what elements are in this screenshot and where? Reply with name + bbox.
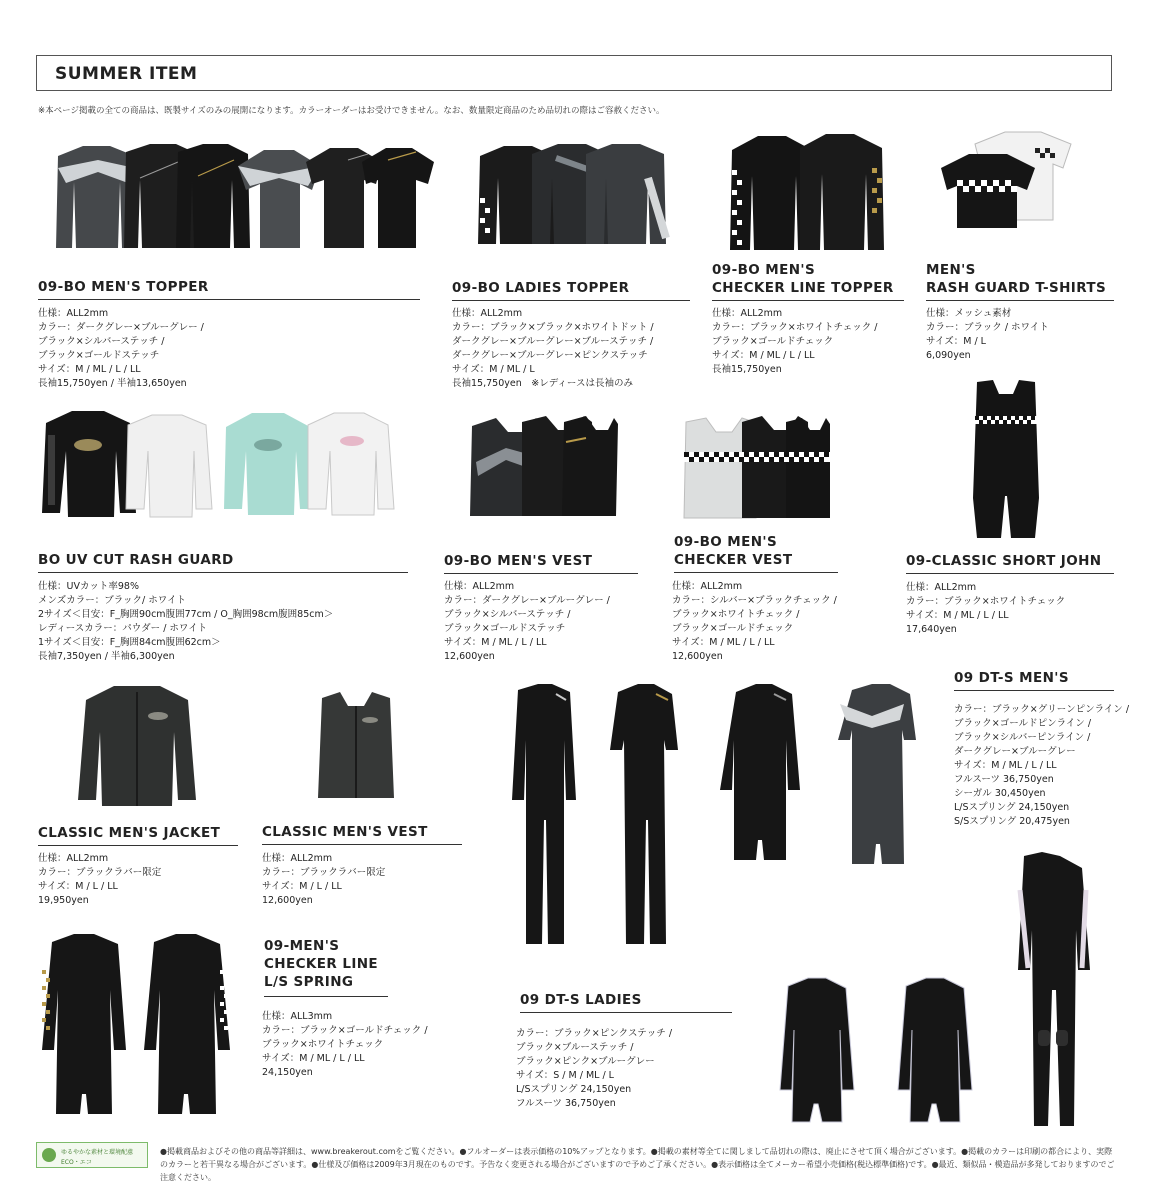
product-spec: 仕様：メッシュ素材 カラー：ブラック / ホワイト サイズ：M / L 6,090yen — [926, 308, 1049, 361]
product-spec: 仕様：ALL2mm カラー：ブラックラバー限定 サイズ：M / L / LL 12,600yen — [262, 853, 386, 906]
product-spec: 仕様：ALL3mm カラー：ブラック×ゴールドチェック / ブラック×ホワイトチェック サイズ：M / ML / L / LL 24,150yen — [262, 1011, 428, 1078]
product-title: 09 DT-S LADIES — [520, 991, 732, 1013]
title-underline — [264, 996, 388, 997]
checker-band — [684, 452, 830, 462]
product-spec: 仕様：ALL2mm カラー：ダークグレー×ブルーグレー / ブラック×シルバーステッチ / ブラック×ゴールドステッチ サイズ：M / ML / L / LL 長袖15,750yen / 半袖13,650yen — [38, 308, 204, 389]
footer-note: ●掲載商品およびその他の商品等詳細は、www.breakerout.comをご覧ください。●フルオーダーは表示価格の10%アップとなります。●掲載の素材等全てに関しまして品切れの際は、廃止にさせて頂く場合がございます。●掲載のカラーは印刷の都合により、実際のカラーと若干異なる場合がございます。●仕様及び価格は2009年3月現在のものです。予告なく変更される場合がございますので予めご了承ください。●表示価格は全てメーカー希望小売価格(税込標準価格)です。●最近、類似品・模造品が多発しておりますのでご注意ください。 — [160, 1147, 1115, 1182]
product-spec: カラー：ブラック×グリーンピンライン / ブラック×ゴールドピンライン / ブラック×シルバーピンライン / ダークグレー×ブルーグレー サイズ：M / ML / L / LL フルスーツ 36,750yen シーガル 30,450yen L/Sスプリング 24,150yen S/Sスプリング 20,475yen — [954, 704, 1130, 827]
product-title: CLASSIC MEN'S JACKET — [38, 824, 238, 846]
product-spec: 仕様：ALL2mm カラー：シルバー×ブラックチェック / ブラック×ホワイトチェック / ブラック×ゴールドチェック サイズ：M / ML / L / LL 12,600yen — [672, 581, 837, 662]
checker-line-topper-image — [722, 130, 892, 255]
product-spec: 仕様：ALL2mm カラー：ダークグレー×ブルーグレー / ブラック×シルバーステッチ / ブラック×ゴールドステッチ サイズ：M / ML / L / LL 12,600yen — [444, 581, 610, 662]
product-title: 09-BO MEN'S CHECKER VEST — [674, 533, 838, 573]
eco-logo: ゆるやかな素材と環境配慮 ECO・エコ — [36, 1142, 148, 1168]
product-title: BO UV CUT RASH GUARD — [38, 551, 408, 573]
product-spec: 仕様：ALL2mm カラー：ブラック×ホワイトチェック サイズ：M / ML / L / LL 17,640yen — [906, 582, 1066, 635]
product-spec: カラー：ブラック×ピンクステッチ / ブラック×ブルーステッチ / ブラック×ピンク×ブルーグレー サイズ：S / M / ML / L L/Sスプリング 24,150yen フルスーツ 36,750yen — [516, 1028, 673, 1109]
dts-ladies-image — [770, 850, 1110, 1130]
product-title: MEN'S RASH GUARD T-SHIRTS — [926, 261, 1114, 301]
section-header — [36, 55, 1112, 91]
product-title: 09-CLASSIC SHORT JOHN — [906, 552, 1114, 574]
product-spec: 仕様：ALL2mm カラー：ブラックラバー限定 サイズ：M / L / LL 19,950yen — [38, 853, 162, 906]
leaf-icon — [42, 1148, 56, 1162]
uv-rash-guard-image — [38, 405, 408, 525]
section-title: SUMMER ITEM — [55, 64, 198, 84]
checker-vest-image — [682, 414, 832, 524]
product-spec: 仕様：ALL2mm カラー：ブラック×ブラック×ホワイトドット / ダークグレー×ブルーグレー×ブルーステッチ / ダークグレー×ブルーグレー×ピンクステッチ サイズ：M / ML / L 長袖15,750yen ※レディースは長袖のみ — [452, 308, 654, 389]
product-title: 09-BO MEN'S TOPPER — [38, 278, 420, 300]
classic-jacket-image — [72, 682, 202, 810]
product-title: 09-MEN'S CHECKER LINE L/S SPRING — [264, 938, 379, 990]
product-title: 09-BO MEN'S VEST — [444, 552, 638, 574]
ladies-topper-image — [470, 138, 675, 250]
product-title: CLASSIC MEN'S VEST — [262, 823, 462, 845]
product-title: 09 DT-S MEN'S — [954, 669, 1114, 691]
notice-text: ※本ページ掲載の全ての商品は、既製サイズのみの展開になります。カラーオーダーはお受けできません。なお、数量限定商品のため品切れの際はご容赦ください。 — [38, 106, 665, 116]
rash-guard-tshirts-image — [935, 128, 1105, 228]
short-john-image — [965, 378, 1047, 543]
product-spec: 仕様：UVカット率98% メンズカラー：ブラック/ ホワイト 2サイズ＜目安：F_胸囲90cm腹囲77cm / O_胸囲98cm腹囲85cm＞ レディースカラー：パウダー / ホワイト 1サイズ＜目安：F_胸囲84cm腹囲62cm＞ 長袖7,350yen / 半袖6,300yen — [38, 581, 334, 662]
product-title: 09-BO LADIES TOPPER — [452, 279, 690, 301]
product-title: 09-BO MEN'S CHECKER LINE TOPPER — [712, 261, 904, 301]
classic-vest-image — [316, 690, 396, 802]
mens-topper-image — [38, 138, 438, 256]
mens-vest-image — [466, 412, 621, 524]
checker-spring-image — [34, 930, 244, 1120]
product-spec: 仕様：ALL2mm カラー：ブラック×ホワイトチェック / ブラック×ゴールドチェック サイズ：M / ML / L / LL 長袖15,750yen — [712, 308, 878, 375]
